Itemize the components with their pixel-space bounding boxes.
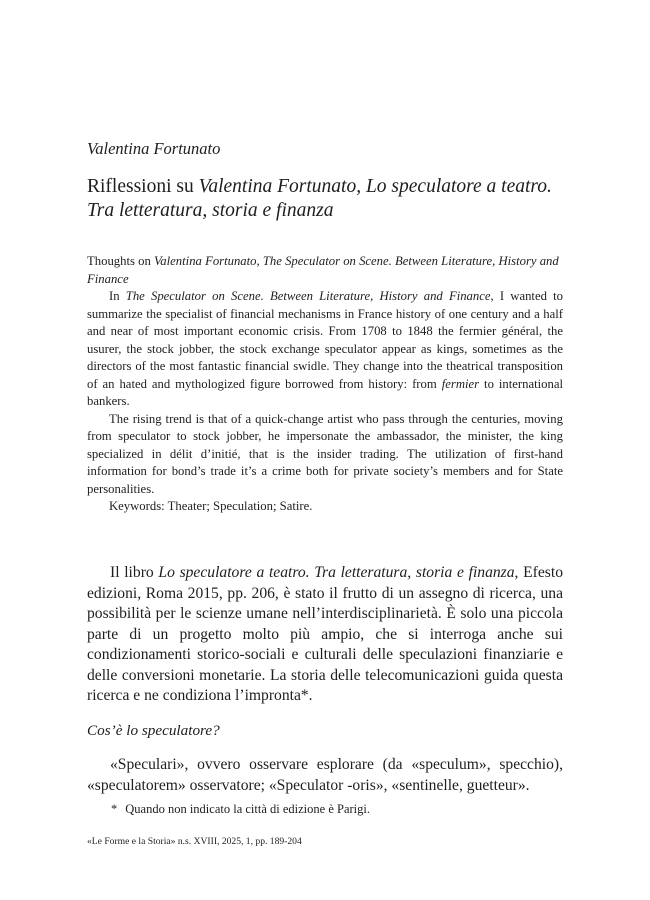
author-name: Valentina Fortunato bbox=[87, 139, 221, 158]
article-title bbox=[87, 175, 567, 223]
body-paragraph-1 bbox=[87, 563, 563, 707]
abstract-p1-c: to international bankers. bbox=[87, 376, 563, 408]
body-p1-b: , Efesto edizioni, Roma 2015, pp. 206, è stato il frutto di un assegno di ricerca, una possibilità per le scienze umane nell’interdisciplinarietà. È solo una piccola parte di un progetto molto più ampio, che si interroga anche sui condizionamenti storico-sociali e culturali delle speculazioni finanziarie e delle conversioni monetarie. La storia delle telecomunicazioni guida questa ricerca e ne condiziona l’impronta*. bbox=[87, 564, 563, 704]
english-abstract bbox=[87, 253, 563, 516]
abstract-p1-b: , I wanted to summarize the specialist of financial mechanisms in France history of one century and a half and near of most important economic crisis. From 1708 to 1848 the fermier général, the usurer, the stock jobber, the stock exchange speculator appear as kings, sometimes as the directors of the most fantastic financial swidle. They change into the theatrical transposition of an hated and mythologized figure borrowed from history: from bbox=[87, 289, 563, 391]
body-text bbox=[87, 563, 563, 707]
abstract-title-italic: Valentina Fortunato, The Speculator on Scene. Between Literature, History and Finance bbox=[87, 254, 559, 286]
abstract-paragraph-2: The rising trend is that of a quick-change artist who pass through the centuries, moving from speculator to stock jobber, he impersonate the ambassador, the minister, the king specialized in délit d’initié, that is the insider trading. The utilization of first-hand information for bond’s trade it’s a crime both for private society’s members and for State personalities. bbox=[87, 411, 563, 496]
keywords: Keywords: Theater; Speculation; Satire. bbox=[109, 499, 313, 513]
abstract-title bbox=[87, 253, 563, 288]
journal-reference: «Le Forme e la Storia» n.s. XVIII, 2025, 1, pp. 189-204 bbox=[87, 836, 302, 847]
footnote-text: Quando non indicato la città di edizione è Parigi. bbox=[125, 802, 370, 816]
section-paragraph-1: «Speculari», ovvero osservare esplorare (da «speculum», specchio), «speculatorem» osservatore; «Speculator -oris», «sentinelle, guetteur». bbox=[87, 756, 563, 794]
body-p1-a: Il libro bbox=[110, 564, 159, 581]
abstract-paragraph-1 bbox=[87, 288, 563, 411]
footnote-mark: * bbox=[111, 802, 118, 816]
body-p1-italic: Lo speculatore a teatro. Tra letteratura, storia e finanza bbox=[158, 564, 515, 581]
footnote bbox=[111, 802, 370, 817]
title-italic: Valentina Fortunato, Lo speculatore a teatro. Tra letteratura, storia e finanza bbox=[87, 176, 552, 221]
abstract-p1-italic: The Speculator on Scene. Between Literature, History and Finance bbox=[125, 289, 491, 303]
abstract-p1-italic2: fermier bbox=[441, 376, 480, 391]
abstract-p1-a: In bbox=[109, 289, 126, 303]
abstract-title-prefix: Thoughts on bbox=[87, 254, 154, 268]
section-heading: Cos’è lo speculatore? bbox=[87, 722, 220, 739]
section-body bbox=[87, 755, 563, 796]
title-prefix: Riflessioni su bbox=[87, 176, 199, 197]
